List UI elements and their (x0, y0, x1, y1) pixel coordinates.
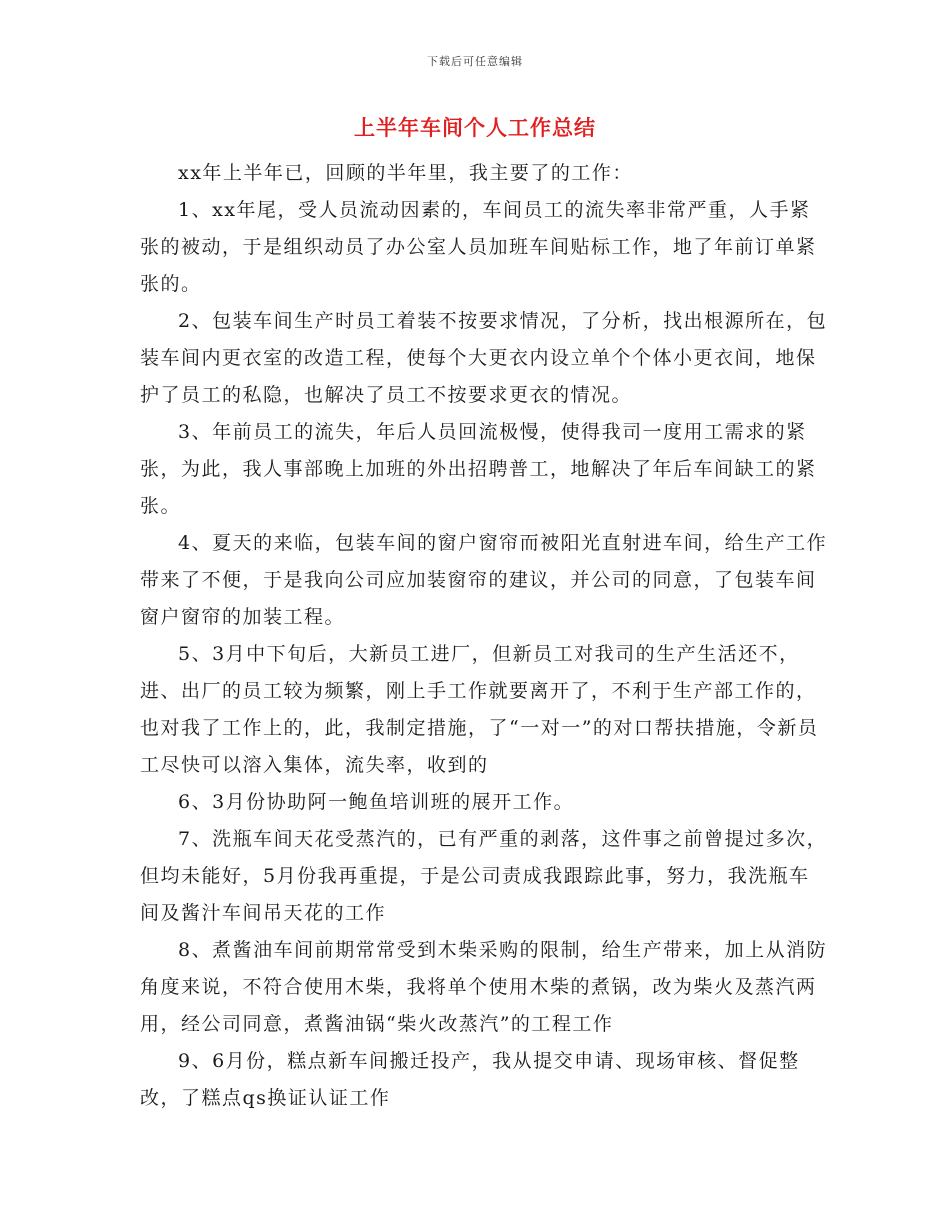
paragraph-item-1: 1、xx年尾，受人员流动因素的，车间员工的流失率非常严重，人手紧张的被动，于是组织动员了办公室人员加班车间贴标工作，地了年前订单紧张的。 (140, 199, 817, 295)
paragraph-item-7: 7、洗瓶车间天花受蒸汽的，已有严重的剥落，这件事之前曾提过多次，但均未能好，5月份我再重提，于是公司责成我跟踪此事，努力，我洗瓶车间及酱汁车间吊天花的工作 (140, 828, 828, 924)
document-title: 上半年车间个人工作总结 (354, 115, 596, 140)
paragraph-item-9: 9、6月份，糕点新车间搬迁投产，我从提交申请、现场审核、督促整改，了糕点qs换证认证工作 (140, 1050, 800, 1109)
paragraph-item-8: 8、煮酱油车间前期常常受到木柴采购的限制，给生产带来，加上从消防角度来说，不符合使用木柴，我将单个使用木柴的煮锅，改为柴火及蒸汽两用，经公司同意，煮酱油锅“柴火改蒸汽”的工程工作 (140, 939, 828, 1035)
document-body (140, 155, 830, 1117)
paragraph-item-2: 2、包装车间生产时员工着装不按要求情况，了分析，找出根源所在，包装车间内更衣室的改造工程，使每个大更衣内设立单个个体小更衣间，地保护了员工的私隐，也解决了员工不按要求更衣的情况。 (140, 310, 828, 406)
paragraph-intro: xx年上半年已，回顾的半年里，我主要了的工作： (178, 162, 633, 184)
paragraph-item-4: 4、夏天的来临，包装车间的窗户窗帘而被阳光直射进车间，给生产工作带来了不便，于是我向公司应加装窗帘的建议，并公司的同意，了包装车间窗户窗帘的加装工程。 (140, 532, 828, 628)
paragraph-item-3: 3、年前员工的流失，年后人员回流极慢，使得我司一度用工需求的紧张，为此，我人事部晚上加班的外出招聘普工，地解决了年后车间缺工的紧张。 (140, 421, 817, 517)
paragraph-item-6: 6、3月份协助阿一鲍鱼培训班的展开工作。 (178, 791, 575, 813)
header-note: 下载后可任意编辑 (427, 55, 523, 68)
paragraph-item-5: 5、3月中下旬后，大新员工进厂，但新员工对我司的生产生活还不，进、出厂的员工较为频繁，刚上手工作就要离开了，不利于生产部工作的，也对我了工作上的，此，我制定措施，了“一对一”的对口帮扶措施，令新员工尽快可以溶入集体，流失率，收到的 (140, 643, 819, 776)
